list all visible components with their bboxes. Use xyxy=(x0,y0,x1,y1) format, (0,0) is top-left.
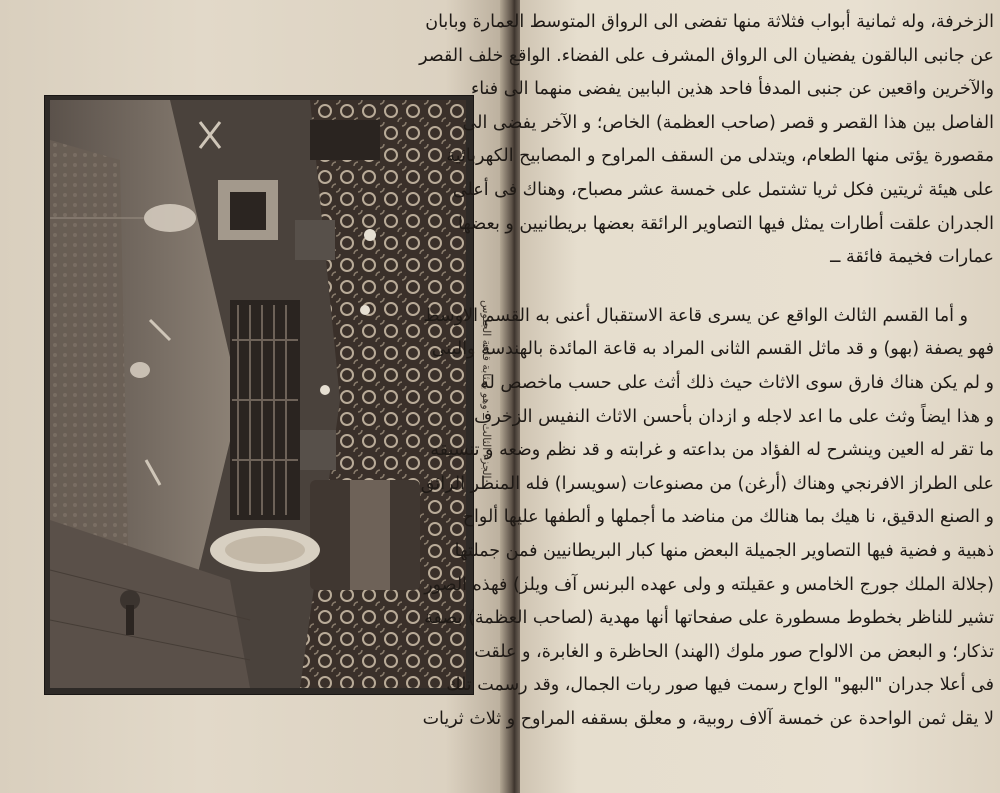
text-line: على الطراز الافرنجي وهناك (أرغن) من مصنوعات (سويسرا) فله المنظر الرائق xyxy=(420,473,994,494)
text-line: و أما القسم الثالث الواقع عن يسرى قاعة الاستقبال أعنى به القسم الاوسط xyxy=(423,305,968,326)
text-line: فى أعلا جدران "البهو" الواح رسمت فيها صور ربات الجمال، وقد رسمت تلك xyxy=(446,675,994,696)
text-line: الجدران علقت أطارات يمثل فيها التصاوير الرائقة بعضها بريطانيين و بعضها xyxy=(457,213,994,234)
text-line: الفاصل بين هذا القصر و قصر (صاحب العظمة) الخاص؛ و الآخر يفضى الى xyxy=(462,112,994,133)
text-line: ما تقر له العين وينشرح له الفؤاد من بداعته و غرابته و قد نظم وضعه و تنسيقه xyxy=(430,440,994,461)
text-line: ذهبية و فضية فيها التصاوير الجميلة البعض منها كبار البريطانيين فمن جملتها xyxy=(454,540,994,561)
text-line: الزخرفة، وله ثمانية أبواب فثلاثة منها تفضى الى الرواق المتوسط العمارة وبابان xyxy=(425,12,994,32)
text-line: تشير للناظر بخطوط مسطورة على صفحاتها أنها مهدية (لصاحب العظمة) بصفة xyxy=(424,608,994,629)
text-line: (جلالة الملك جورج الخامس و عقيلته و ولى عهده البرنس آف ويلز) فهذه الصور xyxy=(424,574,994,595)
text-line: و هذا ايضاً وثث على ما اعد لاجله و ازدان بأحسن الاثاث النفيس الزخرف xyxy=(474,406,994,427)
text-line: مقصورة يؤتى منها الطعام، ويتدلى من السقف المراوح و المصابيح الكهربائية xyxy=(446,146,994,167)
text-line: تذكار؛ و البعض من الالواح صور ملوك (الهند) الحاظرة و الغابرة، و علقت xyxy=(474,641,994,662)
text-line: فهو يصفة (بهو) و قد ماثل القسم الثانى المراد به قاعة المائدة بالهندسة والبنى xyxy=(431,339,994,360)
text-line: عمارات فخيمة فائقة ــ xyxy=(830,247,994,268)
plate-caption: الجزء الثالث ــ وهو بمثابة قاعة الجلوس xyxy=(480,300,493,479)
text-line: و الصنع الدقيق، نا هيك بما هنالك من مناضد ما أجملها و ألطفها عليها ألواح xyxy=(462,507,994,528)
text-line: و لم يكن هناك فارق سوى الاثاث حيث ذلك أثث على حسب ماخصص له xyxy=(480,372,994,393)
text-line: على هيئة ثريتين فكل ثريا تشتمل على خمسة عشر مصباح، وهناك فى أعلى xyxy=(452,179,994,200)
text-line: والآخرين واقعين عن جنبى المدفأ فاحد هذين البابين يفضى منهما الى فناء xyxy=(470,79,994,100)
text-line: عن جانبى البالقون يفضيان الى الرواق المشرف على الفضاء. الواقع خلف القصر xyxy=(419,45,994,66)
paragraph-gap xyxy=(530,275,994,300)
hall-photograph xyxy=(50,100,466,688)
text-line: لا يقل ثمن الواحدة عن خمسة آلاف روبية، و معلق بسقفه المراوح و ثلاث ثريات xyxy=(422,708,994,729)
